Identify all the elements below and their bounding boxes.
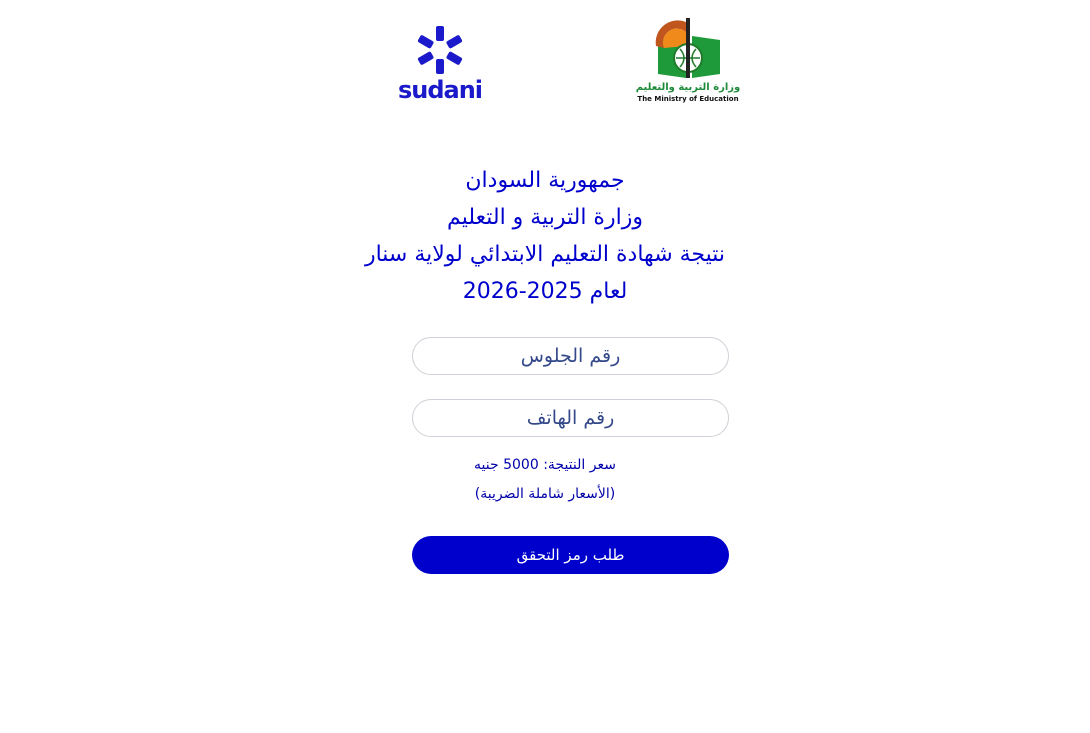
- ministry-logo-arabic: وزارة التربية والتعليم: [635, 82, 741, 93]
- ministry-emblem-icon: [636, 18, 740, 80]
- sudani-logo-text: sudani: [397, 76, 483, 104]
- header-result-title: نتيجة شهادة التعليم الابتدائي لولاية سنار: [364, 242, 726, 267]
- logos-row: [0, 18, 1090, 118]
- ministry-logo-english: The Ministry of Education: [637, 95, 739, 103]
- phone-input[interactable]: [412, 399, 729, 437]
- header-country: جمهورية السودان: [465, 168, 625, 193]
- sudani-logo: [397, 24, 483, 108]
- header-year: لعام 2025-2026: [462, 279, 628, 304]
- header-ministry: وزارة التربية و التعليم: [447, 205, 643, 230]
- ministry-of-education-logo: [598, 18, 778, 104]
- request-verification-code-button[interactable]: طلب رمز التحقق: [412, 536, 729, 574]
- page-header: [0, 162, 1090, 310]
- sudani-star-icon: [400, 24, 480, 76]
- price-text: سعر النتيجة: 5000 جنيه: [474, 457, 616, 473]
- tax-note: (الأسعار شاملة الضريبة): [474, 486, 616, 502]
- seat-number-input[interactable]: [412, 337, 729, 375]
